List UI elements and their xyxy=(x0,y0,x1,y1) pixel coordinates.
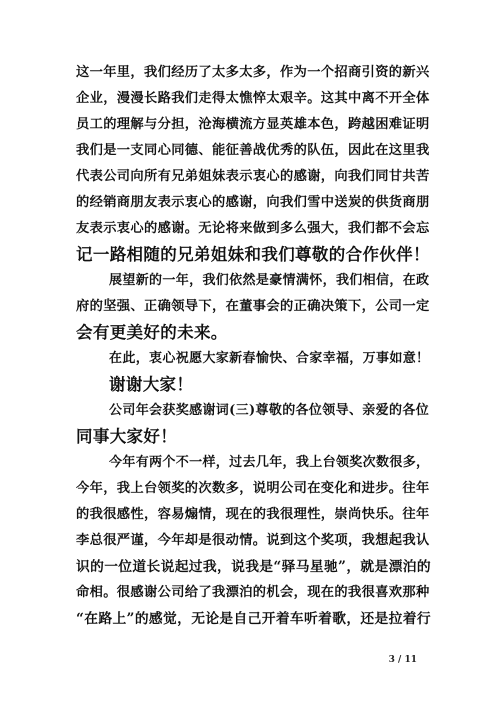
text-line: 李总很严谨，今年却是很动情。说到这个奖项，我想起我认 xyxy=(76,533,430,548)
text-line: 我们是一支同心同德、能征善战优秀的队伍，因此在这里我 xyxy=(76,143,430,158)
text-line: 企业，漫漫长路我们走得太憔悴太艰辛。这其中离不开全体 xyxy=(76,91,430,106)
text-line: 代表公司向所有兄弟姐妹表示衷心的感谢，向我们同甘共苦 xyxy=(76,169,430,184)
text-line: 会有更美好的未来。 xyxy=(76,323,228,342)
text-line: 展望新的一年，我们依然是豪情满怀，我们相信，在政 xyxy=(109,273,430,288)
text-line: 同事大家好！ xyxy=(76,427,178,446)
page-number: 3 / 11 xyxy=(388,655,417,665)
text-line: 的我很感性，容易煽情，现在的我很理性，崇尚快乐。往年 xyxy=(76,507,430,522)
text-line: 今年，我上台领奖的次数多，说明公司在变化和进步。往年 xyxy=(76,481,430,496)
text-line: 谢谢大家！ xyxy=(109,375,194,394)
text-line: 公司年会获奖感谢词(三)尊敬的各位领导、亲爱的各位 xyxy=(109,403,430,418)
text-line: 友表示衷心的感谢。无论将来做到多么强大，我们都不会忘 xyxy=(76,221,430,236)
text-line: 这一年里，我们经历了太多太多，作为一个招商引资的新兴 xyxy=(76,65,430,80)
text-line: 今年有两个不一样，过去几年，我上台领奖次数很多， xyxy=(109,455,430,470)
text-line: 识的一位道长说起过我，说我是“驿马星驰”，就是漂泊的 xyxy=(76,559,431,575)
text-line: 府的坚强、正确领导下，在董事会的正确决策下，公司一定 xyxy=(76,299,430,314)
body-text xyxy=(76,60,432,632)
text-line: 命相。很感谢公司给了我漂泊的机会，现在的我很喜欢那种 xyxy=(76,585,430,600)
text-line: 的经销商朋友表示衷心的感谢，向我们雪中送炭的供货商朋 xyxy=(76,195,430,210)
text-line: “在路上”的感觉，无论是自己开着车听着歌，还是拉着行 xyxy=(76,611,431,627)
text-line: 记一路相随的兄弟姐妹和我们尊敬的合作伙伴！ xyxy=(76,245,430,264)
text-line: 在此，衷心祝愿大家新春愉快、合家幸福，万事如意！ xyxy=(109,351,430,366)
text-line: 员工的理解与分担，沧海横流方显英雄本色，跨越困难证明 xyxy=(76,117,430,132)
